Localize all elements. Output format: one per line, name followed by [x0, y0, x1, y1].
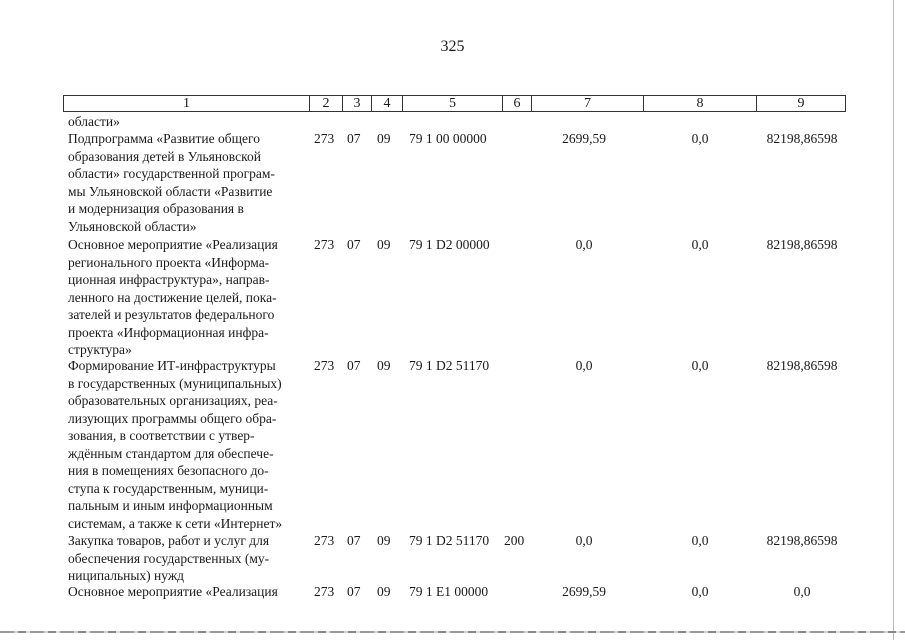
row-name [68, 357, 305, 532]
row-value-8: 0,0 [691, 533, 709, 548]
row-target-article: 79 1 D2 51170 [409, 358, 490, 373]
header-col-4: 4 [371, 96, 402, 111]
header-col-5: 5 [402, 96, 502, 111]
row-value-9: 82198,86598 [766, 358, 838, 373]
row-value-9: 82198,86598 [766, 533, 838, 548]
header-col-6: 6 [502, 96, 531, 111]
row-target-article: 79 1 D2 00000 [409, 237, 490, 252]
row-name-line: регионального проекта «Информа- [68, 254, 270, 270]
row-value-8: 0,0 [691, 584, 709, 599]
header-col-7: 7 [531, 96, 643, 111]
row-value-9: 0,0 [793, 584, 811, 599]
row-name-line: обеспечения государственных (му- [68, 550, 270, 566]
row-name-line: проекта «Информационная инфра- [68, 324, 269, 340]
page-number: 325 [440, 38, 465, 55]
row-name-line: ждённым стандартом для обеспече- [68, 445, 274, 461]
row-name-line: системам, а также к сети «Интернет» [68, 515, 283, 531]
row-section-code: 07 [347, 533, 361, 548]
row-section-code: 07 [347, 358, 361, 373]
row-name [68, 130, 305, 235]
row-subsection-code: 09 [377, 533, 391, 548]
row-name-line: Ульяновской области» [68, 218, 197, 234]
row-name-line: ционная инфраструктура», направ- [68, 272, 270, 287]
row-name-line: Подпрограмма «Развитие общего [68, 131, 260, 146]
row-name-line: Закупка товаров, работ и услуг для [68, 533, 270, 548]
row-name-line: пальным и иным информационным [68, 498, 273, 513]
row-ved-code: 273 [314, 533, 335, 548]
row-subsection-code: 09 [377, 358, 391, 373]
row-expense-type: 200 [504, 533, 525, 548]
row-target-article: 79 1 E1 00000 [409, 584, 489, 599]
row-name-line: в государственных (муниципальных) [68, 375, 282, 391]
row-value-8: 0,0 [691, 131, 709, 146]
header-col-1: 1 [183, 96, 190, 111]
row-ved-code: 273 [314, 131, 335, 146]
row-name-line: Основное мероприятие «Реализация [68, 584, 278, 599]
row-name [68, 583, 305, 601]
scan-edge-bottom [0, 631, 905, 633]
row-name-line: образовательных организациях, реа- [68, 393, 278, 408]
row-name-line: области» государственной програм- [68, 166, 275, 181]
scan-edge-right [893, 0, 894, 640]
row-name-line: Формирование ИТ-инфраструктуры [68, 358, 276, 373]
row-name-line: Основное мероприятие «Реализация [68, 237, 278, 252]
header-col-9: 9 [756, 96, 845, 111]
row-name-line: мы Ульяновской области «Развитие [68, 183, 273, 199]
header-col-3: 3 [342, 96, 371, 111]
row-value-7: 2699,59 [562, 131, 606, 146]
row-name [68, 236, 305, 359]
row-value-9: 82198,86598 [766, 237, 838, 252]
row-target-article: 79 1 D2 51170 [409, 533, 490, 548]
row-value-7: 0,0 [575, 533, 593, 548]
row-ved-code: 273 [314, 358, 335, 373]
row-name-line: ленного на достижение целей, пока- [68, 289, 277, 305]
row-value-8: 0,0 [691, 237, 709, 252]
header-col-2: 2 [309, 96, 342, 111]
row-name-line: структура» [68, 342, 132, 357]
row-name [68, 532, 305, 585]
row-name-line: и модернизация образования в [68, 201, 244, 216]
row-value-7: 2699,59 [562, 584, 606, 599]
row-target-article: 79 1 00 00000 [409, 131, 487, 146]
continued-name-line: области» [68, 114, 120, 129]
row-name-line: ниципальных) нужд [68, 568, 185, 583]
row-subsection-code: 09 [377, 237, 391, 252]
row-name-line: ния в помещениях безопасного до- [68, 463, 269, 478]
row-section-code: 07 [347, 584, 361, 599]
row-subsection-code: 09 [377, 584, 391, 599]
row-value-8: 0,0 [691, 358, 709, 373]
row-section-code: 07 [347, 131, 361, 146]
row-ved-code: 273 [314, 237, 335, 252]
header-col-8: 8 [643, 96, 756, 111]
row-value-9: 82198,86598 [766, 131, 838, 146]
row-name-line: зования, в соответствии с утвер- [68, 428, 255, 443]
row-name-line: лизующих программы общего обра- [68, 410, 277, 426]
table-header-row [63, 95, 846, 112]
row-section-code: 07 [347, 237, 361, 252]
row-value-7: 0,0 [575, 358, 593, 373]
row-name-line: ступа к государственным, муници- [68, 480, 269, 496]
row-ved-code: 273 [314, 584, 335, 599]
row-value-7: 0,0 [575, 237, 593, 252]
row-name-line: зателей и результатов федерального [68, 307, 275, 322]
row-subsection-code: 09 [377, 131, 391, 146]
row-name-line: образования детей в Ульяновской [68, 148, 261, 164]
